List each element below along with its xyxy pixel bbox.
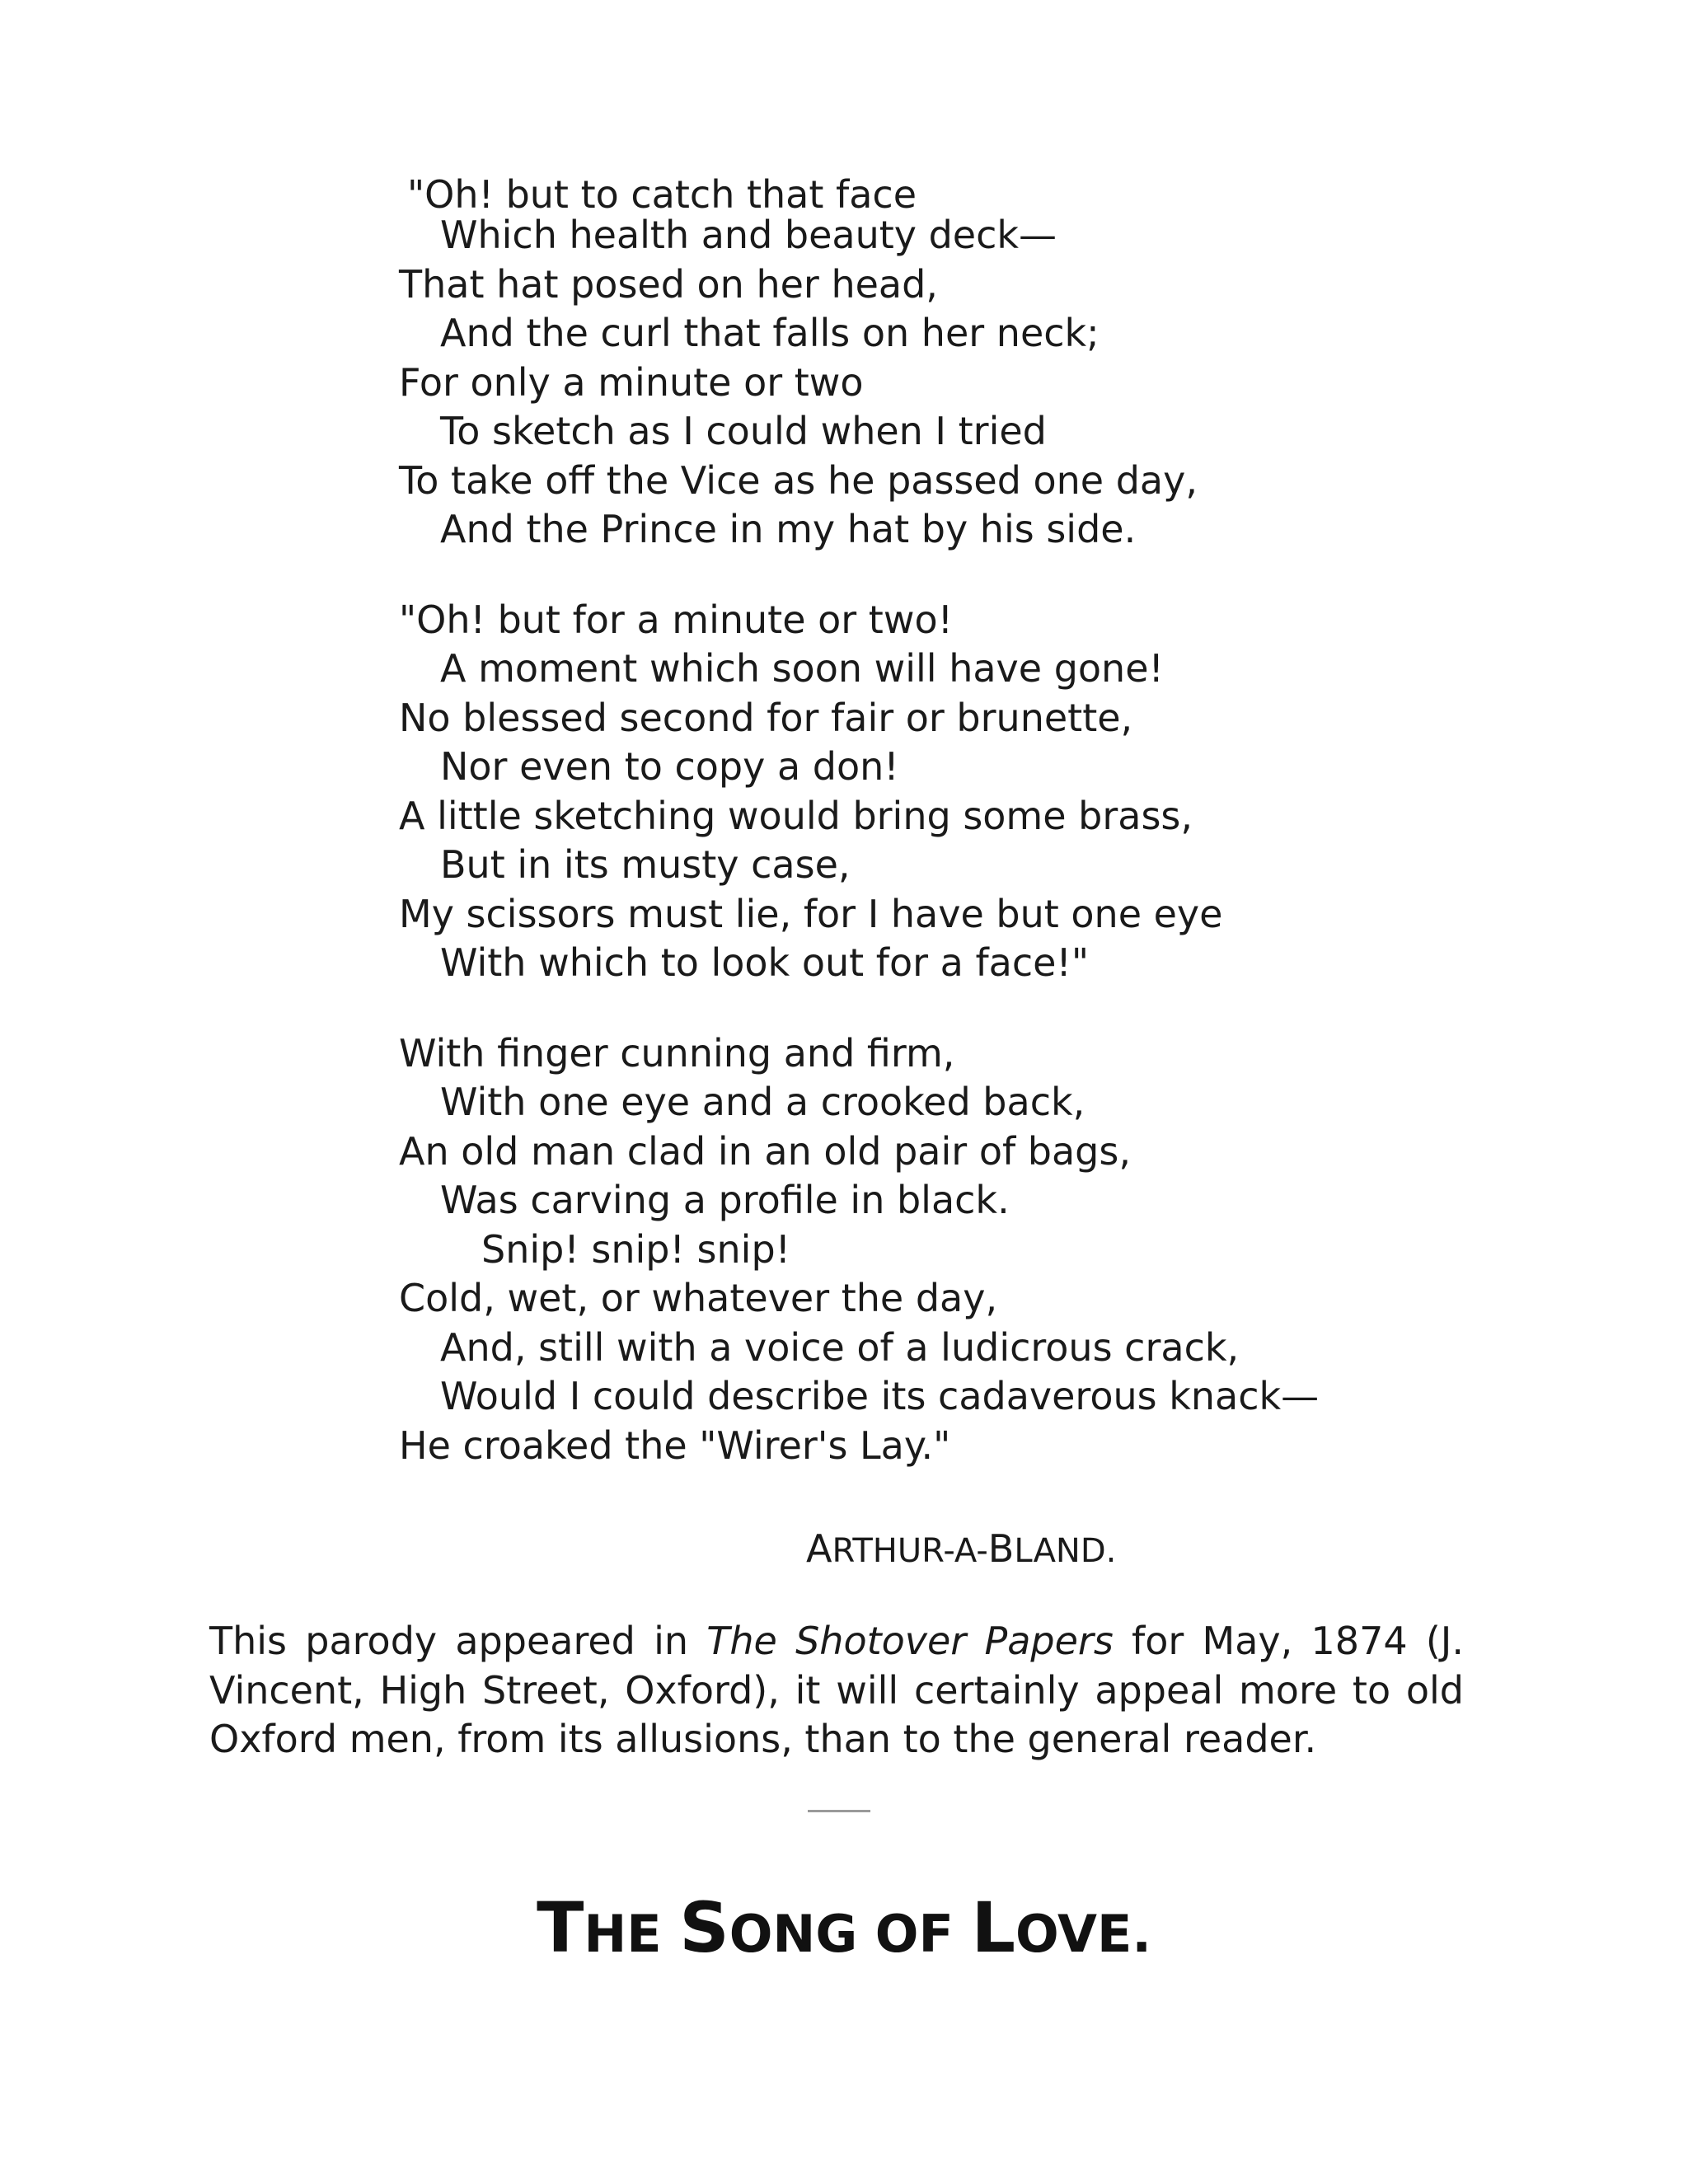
poem-line: Snip! snip! snip! xyxy=(481,1226,791,1272)
stanza-gap xyxy=(399,988,1319,1029)
section-heading: THE SONG OF LOVE. xyxy=(537,1887,1151,1968)
poem xyxy=(399,176,1319,1470)
author-signature: ARTHUR-A-BLAND. xyxy=(806,1526,1117,1571)
stanza-3 xyxy=(399,1029,1319,1471)
poem-line: And the Prince in my hat by his side. xyxy=(440,507,1137,551)
stanza-gap xyxy=(399,555,1319,596)
poem-cut-line xyxy=(399,176,1319,211)
stanza-1 xyxy=(399,211,1319,555)
poem-line: But in its musty case, xyxy=(440,842,851,887)
editorial-note xyxy=(209,1617,1464,1765)
poem-line: A moment which soon will have gone! xyxy=(440,646,1164,691)
poem-line: Was carving a profile in black. xyxy=(440,1178,1010,1222)
stanza-2 xyxy=(399,596,1319,988)
poem-line: That hat posed on her head, xyxy=(399,261,938,307)
poem-line: With one eye and a crooked back, xyxy=(440,1080,1085,1124)
poem-line: To sketch as I could when I tried xyxy=(440,409,1047,453)
poem-line: A little sketching would bring some brass, xyxy=(399,793,1193,838)
poem-line: Would I could describe its cadaverous knack— xyxy=(440,1374,1320,1418)
note-line: Vincent, High Street, Oxford), it will certainly appeal more to old xyxy=(209,1667,1464,1713)
poem-line: Cold, wet, or whatever the day, xyxy=(399,1276,998,1320)
note-line: Oxford men, from its allusions, than to the general reader. xyxy=(209,1717,1317,1761)
poem-line: Which health and beauty deck— xyxy=(440,213,1057,257)
poem-line: With which to look out for a face!" xyxy=(440,940,1090,985)
poem-line: And the curl that falls on her neck; xyxy=(440,311,1100,355)
poem-line: And, still with a voice of a ludicrous crack, xyxy=(440,1324,1240,1370)
poem-cut-line-text: "Oh! but to catch that face xyxy=(407,176,917,211)
poem-line: An old man clad in an old pair of bags, xyxy=(399,1128,1131,1174)
poem-line: He croaked the "Wirer's Lay." xyxy=(399,1422,951,1468)
poem-line: My scissors must lie, for I have but one eye xyxy=(399,891,1223,936)
poem-line: For only a minute or two xyxy=(399,359,864,405)
poem-line: With finger cunning and firm, xyxy=(399,1030,955,1076)
poem-line: Nor even to copy a don! xyxy=(440,744,899,789)
poem-line: To take off the Vice as he passed one day, xyxy=(399,457,1198,503)
publication-title: The Shotover Papers xyxy=(706,1619,1114,1663)
poem-line: No blessed second for fair or brunette, xyxy=(399,695,1133,740)
poem-line: "Oh! but for a minute or two! xyxy=(399,597,954,642)
section-divider xyxy=(808,1810,870,1812)
note-line: This parody appeared in The Shotover Papers for May, 1874 (J. xyxy=(209,1619,1464,1663)
